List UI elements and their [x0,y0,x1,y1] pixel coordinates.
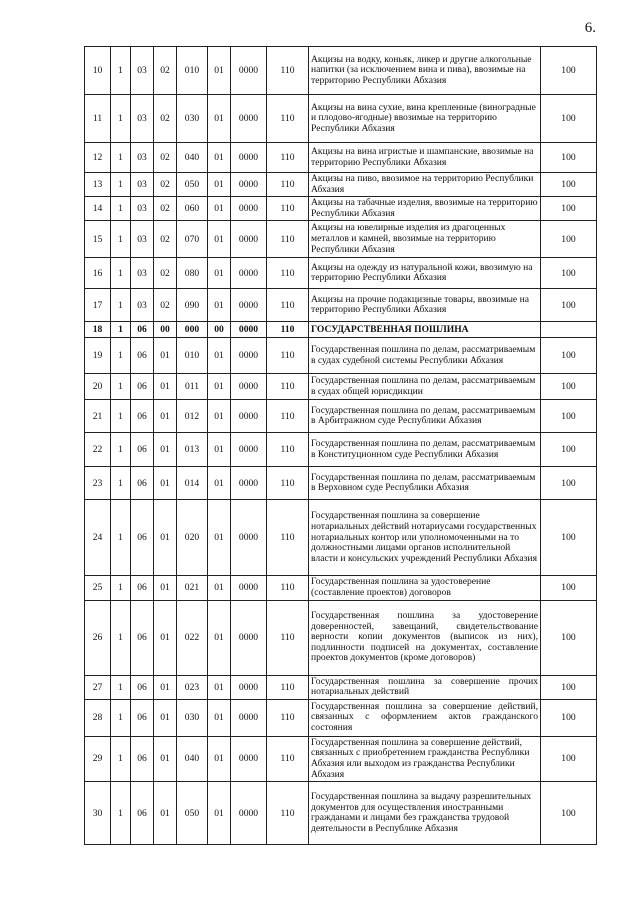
code-cell: 010 [177,338,208,374]
code-cell: 01 [154,699,177,736]
code-cell: 03 [131,143,154,173]
code-cell: 06 [131,322,154,338]
page-number: 6. [584,20,596,36]
code-cell: 01 [208,289,231,322]
description-cell: Государственная пошлина за удостоверение (составление проектов) договоров [309,576,541,600]
code-cell: 01 [154,338,177,374]
code-cell: 02 [154,173,177,197]
code-cell: 06 [131,782,154,845]
description-cell: Государственная пошлина за совершение действий, связанных с приобретением гражданства Республики Абхазия или выходом из гражданства Республики Абхазия [309,736,541,781]
code-cell: 0000 [231,143,267,173]
table-row [85,576,597,600]
code-cell: 0000 [231,374,267,400]
row-number-cell: 24 [85,500,111,576]
code-cell: 110 [267,600,309,675]
amount-cell: 100 [541,338,597,374]
amount-cell: 100 [541,699,597,736]
code-cell: 030 [177,699,208,736]
code-cell: 03 [131,289,154,322]
code-cell: 110 [267,289,309,322]
amount-cell: 100 [541,467,597,500]
row-number-cell: 27 [85,675,111,699]
amount-cell: 100 [541,143,597,173]
code-cell: 010 [177,47,208,95]
row-number-cell: 17 [85,289,111,322]
code-cell: 01 [208,600,231,675]
description-cell: Акцизы на вина игристые и шампанские, ввозимые на территорию Республики Абхазия [309,143,541,173]
code-cell: 110 [267,433,309,467]
code-cell: 1 [111,173,131,197]
code-cell: 01 [208,675,231,699]
code-cell: 01 [208,47,231,95]
row-number-cell: 19 [85,338,111,374]
table-row [85,782,597,845]
code-cell: 1 [111,782,131,845]
row-number-cell: 14 [85,197,111,221]
amount-cell: 100 [541,736,597,781]
table-row [85,699,597,736]
table-row [85,173,597,197]
amount-cell: 100 [541,47,597,95]
code-cell: 02 [154,143,177,173]
code-cell: 1 [111,289,131,322]
amount-cell: 100 [541,95,597,143]
code-cell: 0000 [231,338,267,374]
table-row [85,143,597,173]
row-number-cell: 22 [85,433,111,467]
amount-cell: 100 [541,675,597,699]
code-cell: 013 [177,433,208,467]
row-number-cell: 18 [85,322,111,338]
table-row [85,433,597,467]
code-cell: 01 [154,500,177,576]
code-cell: 01 [208,467,231,500]
code-cell: 01 [154,782,177,845]
code-cell: 1 [111,47,131,95]
amount-cell: 100 [541,500,597,576]
row-number-cell: 21 [85,400,111,433]
code-cell: 110 [267,699,309,736]
row-number-cell: 11 [85,95,111,143]
code-cell: 1 [111,400,131,433]
code-cell: 1 [111,675,131,699]
amount-cell: 100 [541,576,597,600]
code-cell: 012 [177,400,208,433]
code-cell: 0000 [231,221,267,258]
description-cell: Государственная пошлина за удостоверение доверенностей, завещаний, свидетельствование верности копии документов (выписок из них), подлинности подписей на документах, составление проектов документов (кроме договоров) [309,600,541,675]
code-cell: 110 [267,95,309,143]
code-cell: 01 [208,143,231,173]
row-number-cell: 28 [85,699,111,736]
code-cell: 023 [177,675,208,699]
code-cell: 03 [131,47,154,95]
row-number-cell: 25 [85,576,111,600]
code-cell: 020 [177,500,208,576]
code-cell: 110 [267,197,309,221]
code-cell: 00 [208,322,231,338]
amount-cell: 100 [541,433,597,467]
code-cell: 110 [267,322,309,338]
table-row [85,47,597,95]
code-cell: 06 [131,699,154,736]
code-cell: 03 [131,173,154,197]
code-cell: 02 [154,221,177,258]
code-cell: 02 [154,258,177,289]
description-cell: Государственная пошлина по делам, рассматриваемым в Конституционном суде Республики Абхазия [309,433,541,467]
code-cell: 1 [111,374,131,400]
code-cell: 1 [111,576,131,600]
code-cell: 0000 [231,500,267,576]
code-cell: 021 [177,576,208,600]
code-cell: 01 [208,500,231,576]
description-cell: Акцизы на вина сухие, вина крепленные (виноградные и плодово-ягодные) ввозимые на территорию Республики Абхазия [309,95,541,143]
code-cell: 110 [267,500,309,576]
code-cell: 110 [267,736,309,781]
code-cell: 1 [111,258,131,289]
table-row [85,675,597,699]
table-row [85,258,597,289]
row-number-cell: 30 [85,782,111,845]
description-cell: Акцизы на водку, коньяк, ликер и другие алкогольные напитки (за исключением вина и пива), ввозимые на территорию Республики Абхазия [309,47,541,95]
code-cell: 1 [111,95,131,143]
code-cell: 0000 [231,782,267,845]
code-cell: 01 [208,95,231,143]
code-cell: 060 [177,197,208,221]
code-cell: 000 [177,322,208,338]
description-cell: Государственная пошлина за выдачу разрешительных документов для осуществления иностранными гражданами и лицами без гражданства трудовой деятельности в Республике Абхазия [309,782,541,845]
code-cell: 0000 [231,289,267,322]
row-number-cell: 15 [85,221,111,258]
amount-cell: 100 [541,221,597,258]
code-cell: 06 [131,500,154,576]
amount-cell: 100 [541,782,597,845]
amount-cell: 100 [541,600,597,675]
code-cell: 022 [177,600,208,675]
code-cell: 06 [131,576,154,600]
code-cell: 014 [177,467,208,500]
table-row [85,736,597,781]
code-cell: 090 [177,289,208,322]
code-cell: 1 [111,600,131,675]
description-cell: Акцизы на ювелирные изделия из драгоценных металлов и камней, ввозимые на территорию Республики Абхазия [309,221,541,258]
code-cell: 06 [131,433,154,467]
code-cell: 1 [111,500,131,576]
table-row [85,221,597,258]
code-cell: 0000 [231,47,267,95]
description-cell: Государственная пошлина по делам, рассматриваемым в судах судебной системы Республики Абхазия [309,338,541,374]
table-row [85,95,597,143]
table-row [85,289,597,322]
amount-cell [541,322,597,338]
code-cell: 110 [267,221,309,258]
code-cell: 03 [131,95,154,143]
code-cell: 01 [154,600,177,675]
code-cell: 080 [177,258,208,289]
code-cell: 02 [154,95,177,143]
code-cell: 01 [154,675,177,699]
description-cell: Акцизы на прочие подакцизные товары, ввозимые на территорию Республики Абхазия [309,289,541,322]
code-cell: 110 [267,400,309,433]
code-cell: 01 [208,433,231,467]
code-cell: 01 [154,467,177,500]
code-cell: 110 [267,467,309,500]
code-cell: 110 [267,576,309,600]
code-cell: 03 [131,197,154,221]
budget-classification-table [84,46,597,845]
code-cell: 0000 [231,736,267,781]
code-cell: 02 [154,197,177,221]
row-number-cell: 13 [85,173,111,197]
code-cell: 02 [154,289,177,322]
code-cell: 0000 [231,400,267,433]
row-number-cell: 16 [85,258,111,289]
code-cell: 0000 [231,699,267,736]
table-row [85,400,597,433]
code-cell: 06 [131,338,154,374]
description-cell: Государственная пошлина за совершение прочих нотариальных действий [309,675,541,699]
code-cell: 06 [131,675,154,699]
table-row [85,500,597,576]
code-cell: 0000 [231,197,267,221]
description-cell: Акцизы на одежду из натуральной кожи, ввозимую на территорию Республики Абхазия [309,258,541,289]
code-cell: 03 [131,221,154,258]
code-cell: 01 [154,400,177,433]
table-row [85,197,597,221]
table-body [85,47,597,845]
description-cell: Акцизы на табачные изделия, ввозимые на территорию Республики Абхазия [309,197,541,221]
code-cell: 01 [208,782,231,845]
code-cell: 0000 [231,675,267,699]
description-cell: Государственная пошлина за совершение нотариальных действий нотариусами государственных нотариальных контор или уполномоченными на то должностными лицами органов исполнительной власти и консульских учреждений Республики Абхазия [309,500,541,576]
row-number-cell: 20 [85,374,111,400]
code-cell: 1 [111,197,131,221]
code-cell: 110 [267,782,309,845]
code-cell: 01 [154,433,177,467]
code-cell: 040 [177,736,208,781]
code-cell: 01 [154,736,177,781]
code-cell: 06 [131,600,154,675]
row-number-cell: 29 [85,736,111,781]
code-cell: 1 [111,467,131,500]
code-cell: 01 [208,258,231,289]
code-cell: 01 [208,400,231,433]
description-cell: Акцизы на пиво, ввозимое на территорию Республики Абхазия [309,173,541,197]
code-cell: 1 [111,736,131,781]
code-cell: 0000 [231,433,267,467]
amount-cell: 100 [541,400,597,433]
amount-cell: 100 [541,289,597,322]
code-cell: 06 [131,400,154,433]
table-row [85,338,597,374]
code-cell: 030 [177,95,208,143]
description-cell: Государственная пошлина по делам, рассматриваемым в судах общей юрисдикции [309,374,541,400]
code-cell: 050 [177,782,208,845]
code-cell: 1 [111,433,131,467]
table-row [85,374,597,400]
code-cell: 110 [267,675,309,699]
description-cell: ГОСУДАРСТВЕННАЯ ПОШЛИНА [309,322,541,338]
code-cell: 110 [267,258,309,289]
code-cell: 01 [208,374,231,400]
code-cell: 03 [131,258,154,289]
code-cell: 0000 [231,95,267,143]
code-cell: 1 [111,221,131,258]
description-cell: Государственная пошлина за совершение действий, связанных с оформлением актов гражданского состояния [309,699,541,736]
table-row [85,600,597,675]
row-number-cell: 12 [85,143,111,173]
code-cell: 01 [208,699,231,736]
description-cell: Государственная пошлина по делам, рассматриваемым в Верховном суде Республики Абхазия [309,467,541,500]
code-cell: 01 [208,736,231,781]
code-cell: 050 [177,173,208,197]
code-cell: 06 [131,467,154,500]
code-cell: 1 [111,338,131,374]
code-cell: 01 [208,173,231,197]
amount-cell: 100 [541,173,597,197]
code-cell: 0000 [231,576,267,600]
code-cell: 110 [267,143,309,173]
code-cell: 040 [177,143,208,173]
code-cell: 110 [267,338,309,374]
code-cell: 0000 [231,467,267,500]
table-row [85,322,597,338]
row-number-cell: 26 [85,600,111,675]
code-cell: 110 [267,173,309,197]
code-cell: 01 [208,197,231,221]
code-cell: 070 [177,221,208,258]
code-cell: 00 [154,322,177,338]
row-number-cell: 23 [85,467,111,500]
table-row [85,467,597,500]
code-cell: 01 [154,576,177,600]
code-cell: 0000 [231,600,267,675]
amount-cell: 100 [541,197,597,221]
code-cell: 06 [131,374,154,400]
code-cell: 02 [154,47,177,95]
code-cell: 01 [154,374,177,400]
code-cell: 06 [131,736,154,781]
code-cell: 0000 [231,173,267,197]
description-cell: Государственная пошлина по делам, рассматриваемым в Арбитражном суде Республики Абхазия [309,400,541,433]
code-cell: 01 [208,576,231,600]
code-cell: 01 [208,338,231,374]
code-cell: 011 [177,374,208,400]
code-cell: 0000 [231,258,267,289]
code-cell: 110 [267,374,309,400]
code-cell: 1 [111,143,131,173]
amount-cell: 100 [541,258,597,289]
row-number-cell: 10 [85,47,111,95]
code-cell: 110 [267,47,309,95]
code-cell: 0000 [231,322,267,338]
code-cell: 1 [111,322,131,338]
amount-cell: 100 [541,374,597,400]
code-cell: 1 [111,699,131,736]
code-cell: 01 [208,221,231,258]
